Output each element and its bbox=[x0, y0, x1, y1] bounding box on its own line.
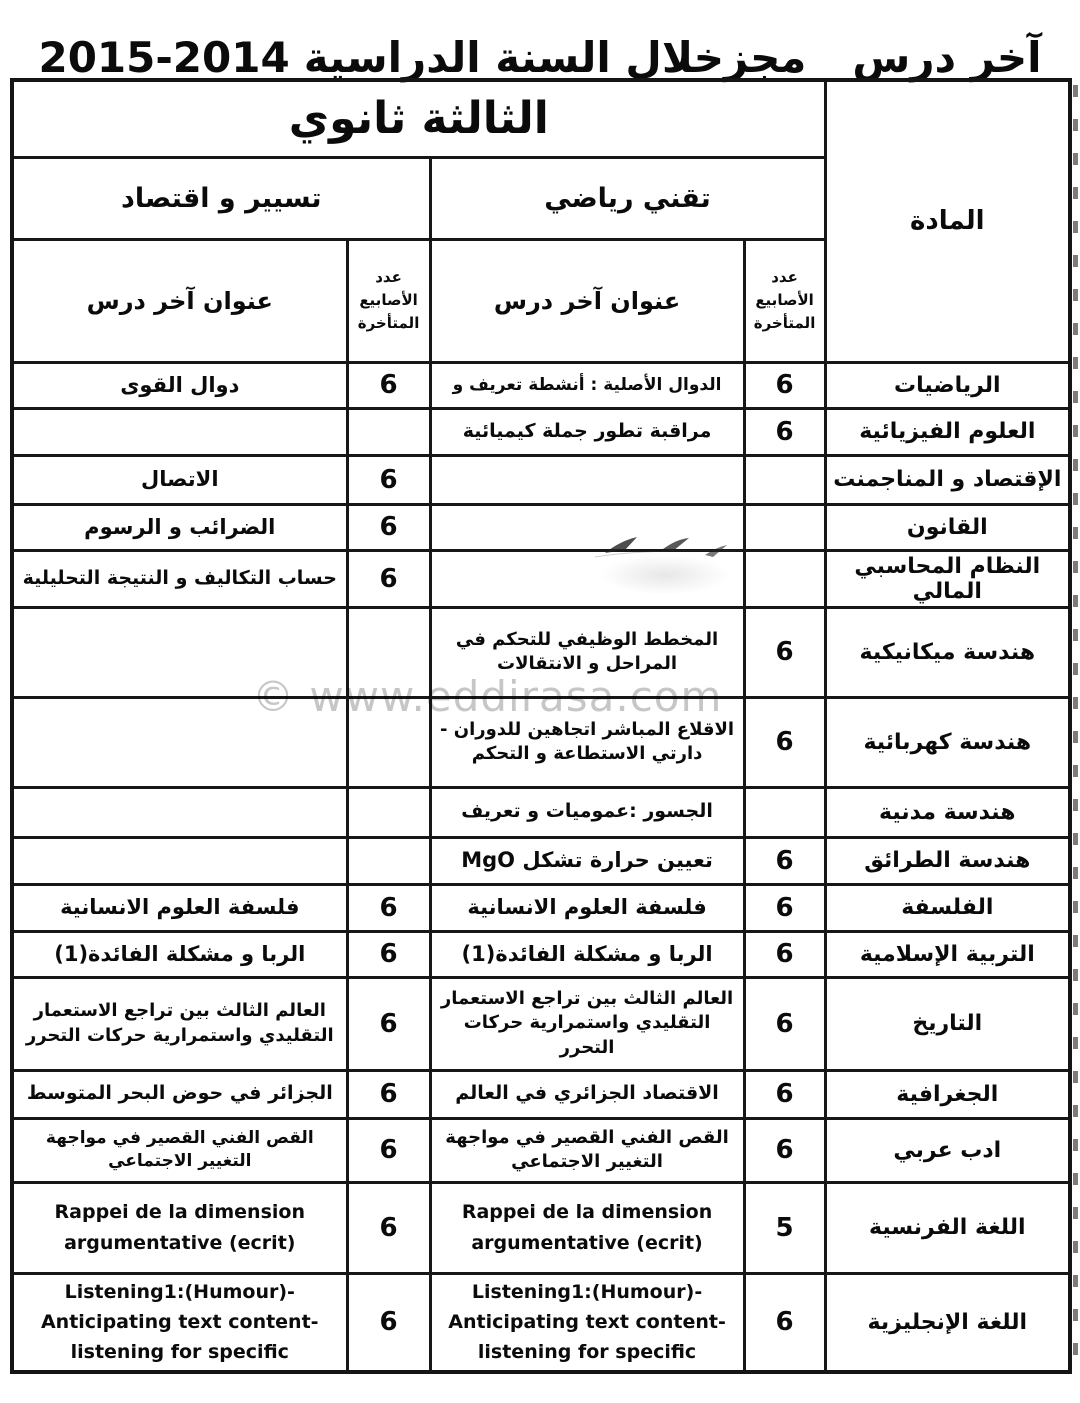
weeks-cell-tech: 6 bbox=[744, 1070, 825, 1118]
weeks-cell-tech: 6 bbox=[744, 607, 825, 697]
table-row bbox=[12, 1118, 1070, 1182]
weeks-cell-tech: 6 bbox=[744, 931, 825, 977]
lesson-cell-tech bbox=[430, 455, 744, 504]
lesson-cell-tech: الربا و مشكلة الفائدة(1) bbox=[430, 931, 744, 977]
lesson-cell-eco bbox=[12, 697, 347, 787]
column-header-weeks-eco: عدد الأصابيع المتأخرة bbox=[347, 239, 430, 362]
weeks-cell-eco: 6 bbox=[347, 931, 430, 977]
weeks-cell-eco: 6 bbox=[347, 977, 430, 1070]
weeks-cell-tech: 6 bbox=[744, 408, 825, 455]
subject-cell: التاريخ bbox=[825, 977, 1070, 1070]
lesson-cell-tech: الدوال الأصلية : أنشطة تعريف و bbox=[430, 362, 744, 408]
weeks-cell-eco: 6 bbox=[347, 455, 430, 504]
subject-cell: هندسة ميكانيكية bbox=[825, 607, 1070, 697]
column-header-lesson-eco: عنوان آخر درس bbox=[12, 239, 347, 362]
subject-cell: اللغة الفرنسية bbox=[825, 1182, 1070, 1273]
weeks-cell-tech: 6 bbox=[744, 362, 825, 408]
weeks-cell-tech: 6 bbox=[744, 837, 825, 884]
lesson-cell-tech: الاقتصاد الجزائري في العالم bbox=[430, 1070, 744, 1118]
table-row bbox=[12, 931, 1070, 977]
subject-cell: العلوم الفيزيائية bbox=[825, 408, 1070, 455]
lesson-cell-eco: Listening1:(Humour)- Anticipating text content- listening for specific bbox=[12, 1273, 347, 1372]
weeks-cell-eco: 6 bbox=[347, 362, 430, 408]
subject-cell: الجغرافية bbox=[825, 1070, 1070, 1118]
weeks-cell-tech: 6 bbox=[744, 697, 825, 787]
subject-cell: الرياضيات bbox=[825, 362, 1070, 408]
weeks-cell-tech: 5 bbox=[744, 1182, 825, 1273]
lesson-cell-eco: Rappei de la dimension argumentative (ecrit) bbox=[12, 1182, 347, 1273]
subject-cell: ادب عربي bbox=[825, 1118, 1070, 1182]
subject-cell: هندسة كهربائية bbox=[825, 697, 1070, 787]
table-row bbox=[12, 1070, 1070, 1118]
subject-cell: القانون bbox=[825, 504, 1070, 550]
lesson-cell-eco: حساب التكاليف و النتيجة التحليلية bbox=[12, 550, 347, 607]
lesson-cell-tech: Listening1:(Humour)- Anticipating text content- listening for specific bbox=[430, 1273, 744, 1372]
column-header-weeks-tech: عدد الأصابيع المتأخرة bbox=[744, 239, 825, 362]
lesson-cell-eco: فلسفة العلوم الانسانية bbox=[12, 884, 347, 931]
subject-cell: هندسة مدنية bbox=[825, 787, 1070, 837]
table-row bbox=[12, 697, 1070, 787]
lesson-cell-eco bbox=[12, 408, 347, 455]
weeks-cell-tech bbox=[744, 787, 825, 837]
weeks-cell-eco: 6 bbox=[347, 884, 430, 931]
title-part-1: آخر درس bbox=[852, 33, 1042, 83]
subject-cell: الإقتصاد و المناجمنت bbox=[825, 455, 1070, 504]
lesson-cell-tech: القص الفني القصير في مواجهة التغيير الاجتماعي bbox=[430, 1118, 744, 1182]
lesson-cell-eco: الاتصال bbox=[12, 455, 347, 504]
weeks-cell-tech: 6 bbox=[744, 1273, 825, 1372]
weeks-cell-eco: 6 bbox=[347, 1273, 430, 1372]
lesson-cell-tech: تعيين حرارة تشكل MgO bbox=[430, 837, 744, 884]
lesson-cell-tech: Rappei de la dimension argumentative (ecrit) bbox=[430, 1182, 744, 1273]
weeks-cell-eco: 6 bbox=[347, 504, 430, 550]
lesson-cell-eco: دوال القوى bbox=[12, 362, 347, 408]
column-header-lesson-tech: عنوان آخر درس bbox=[430, 239, 744, 362]
weeks-cell-eco bbox=[347, 697, 430, 787]
table-row bbox=[12, 362, 1070, 408]
table-row bbox=[12, 504, 1070, 550]
weeks-cell-eco: 6 bbox=[347, 1118, 430, 1182]
table-row bbox=[12, 455, 1070, 504]
weeks-cell-eco: 6 bbox=[347, 1070, 430, 1118]
subject-cell: هندسة الطرائق bbox=[825, 837, 1070, 884]
title-academic-years: 2015-2014 bbox=[38, 33, 290, 83]
lesson-cell-eco: الربا و مشكلة الفائدة(1) bbox=[12, 931, 347, 977]
lesson-cell-eco bbox=[12, 837, 347, 884]
weeks-cell-tech: 6 bbox=[744, 977, 825, 1070]
table-row bbox=[12, 977, 1070, 1070]
scan-edge-artifact bbox=[1073, 85, 1078, 1360]
lesson-cell-eco bbox=[12, 607, 347, 697]
weeks-cell-eco bbox=[347, 607, 430, 697]
table-row bbox=[12, 1273, 1070, 1372]
watermark: © www.eddirasa.com bbox=[252, 672, 723, 721]
title-part-2: مجزخلال السنة الدراسية bbox=[303, 33, 807, 83]
lesson-cell-eco: العالم الثالث بين تراجع الاستعمار التقليدي واستمرارية حركات التحرر bbox=[12, 977, 347, 1070]
subject-cell: التربية الإسلامية bbox=[825, 931, 1070, 977]
lesson-cell-eco bbox=[12, 787, 347, 837]
column-group-tech-math: تقني رياضي bbox=[430, 157, 825, 239]
lesson-cell-eco: الضرائب و الرسوم bbox=[12, 504, 347, 550]
lesson-cell-eco: الجزائر في حوض البحر المتوسط bbox=[12, 1070, 347, 1118]
table-row bbox=[12, 408, 1070, 455]
weeks-cell-tech bbox=[744, 455, 825, 504]
lesson-cell-tech: الجسور :عموميات و تعريف bbox=[430, 787, 744, 837]
table-title-class-level: الثالثة ثانوي bbox=[12, 80, 825, 157]
table-row bbox=[12, 607, 1070, 697]
table-row bbox=[12, 837, 1070, 884]
subject-cell: الفلسفة bbox=[825, 884, 1070, 931]
page-title bbox=[0, 32, 1080, 85]
weeks-cell-eco bbox=[347, 837, 430, 884]
lesson-cell-tech: العالم الثالث بين تراجع الاستعمار التقليدي واستمرارية حركات التحرر bbox=[430, 977, 744, 1070]
weeks-cell-eco bbox=[347, 408, 430, 455]
lesson-cell-tech: مراقبة تطور جملة كيميائية bbox=[430, 408, 744, 455]
table-row bbox=[12, 787, 1070, 837]
table-row bbox=[12, 550, 1070, 607]
table-row bbox=[12, 884, 1070, 931]
subject-cell: النظام المحاسبي المالي bbox=[825, 550, 1070, 607]
weeks-cell-tech: 6 bbox=[744, 1118, 825, 1182]
weeks-cell-eco: 6 bbox=[347, 1182, 430, 1273]
subject-cell: اللغة الإنجليزية bbox=[825, 1273, 1070, 1372]
column-header-subject: المادة bbox=[825, 80, 1070, 362]
weeks-cell-eco: 6 bbox=[347, 550, 430, 607]
lesson-cell-eco: القص الفني القصير في مواجهة التغيير الاجتماعي bbox=[12, 1118, 347, 1182]
column-group-management-economics: تسيير و اقتصاد bbox=[12, 157, 430, 239]
lessons-table bbox=[10, 78, 1072, 1374]
lesson-cell-tech: الاقلاع المباشر اتجاهين للدوران - دارتي الاستطاعة و التحكم bbox=[430, 697, 744, 787]
lesson-cell-tech: فلسفة العلوم الانسانية bbox=[430, 884, 744, 931]
weeks-cell-eco bbox=[347, 787, 430, 837]
scan-smudge bbox=[600, 555, 730, 595]
table-row bbox=[12, 1182, 1070, 1273]
lesson-cell-tech: المخطط الوظيفي للتحكم في المراحل و الانتقالات bbox=[430, 607, 744, 697]
weeks-cell-tech: 6 bbox=[744, 884, 825, 931]
